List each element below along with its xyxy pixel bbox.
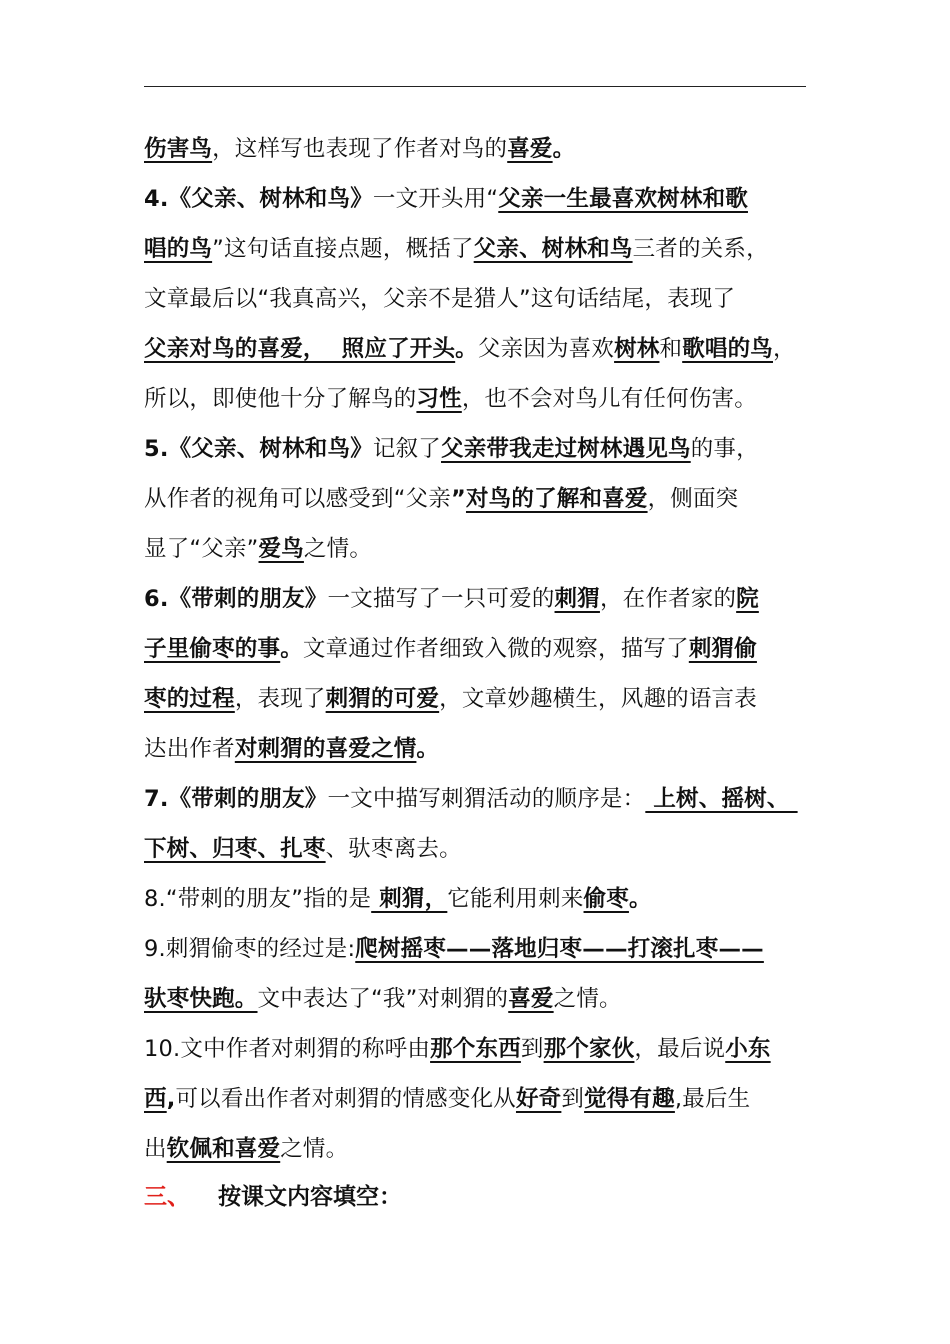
- answer-blank: 钦佩和喜爱: [166, 1136, 281, 1162]
- text-line: [144, 474, 834, 524]
- answer-blank: 对刺猬的喜爱之情: [234, 736, 417, 762]
- text-line: [144, 774, 834, 824]
- answer-blank: 喜爱: [508, 986, 554, 1012]
- text-line: [144, 924, 834, 974]
- answer-blank: 父亲、树林和鸟: [473, 236, 633, 262]
- text-segment: 文章通过作者细致入微的观察，描写了: [302, 636, 689, 662]
- text-segment: ，表现了: [234, 686, 326, 712]
- answer-blank: 小东: [725, 1036, 771, 1062]
- text-line: [144, 324, 834, 374]
- text-segment: 从作者的视角可以感受到“父亲: [144, 486, 451, 512]
- text-line: [144, 574, 834, 624]
- text-line: [144, 174, 834, 224]
- answer-blank: 驮枣快跑。: [144, 986, 258, 1012]
- text-line: [144, 424, 834, 474]
- text-segment: 7.《带刺的朋友》: [144, 786, 328, 812]
- text-segment: ，侧面突: [647, 486, 739, 512]
- answer-blank: 父亲对鸟的喜爱， 照应了开头: [144, 336, 456, 362]
- answer-blank: 那个家伙: [543, 1036, 635, 1062]
- answer-blank: 西: [144, 1086, 167, 1112]
- text-segment: 10.文中作者对刺猬的称呼由: [144, 1036, 431, 1062]
- text-segment: 一文中描写刺猬活动的顺序是：: [327, 786, 646, 812]
- answer-blank: 下树、归枣、扎枣: [144, 836, 326, 862]
- text-segment: 记叙了: [372, 436, 442, 462]
- text-segment: 父亲因为喜欢: [477, 336, 615, 362]
- text-segment: 达出作者: [144, 736, 235, 762]
- answer-blank: 上树、摇树、: [645, 786, 798, 812]
- text-segment: 之情。: [303, 536, 373, 562]
- answer-blank: 好奇: [515, 1086, 562, 1112]
- answer-blank: 伤害鸟: [144, 136, 213, 162]
- text-segment: 。: [416, 736, 440, 762]
- text-segment: 一文描写了一只可爱的: [327, 586, 555, 612]
- answer-blank: 刺猬的可爱: [325, 686, 440, 712]
- section-heading: [144, 1172, 402, 1222]
- text-line: [144, 374, 834, 424]
- text-segment: 到: [561, 1086, 585, 1112]
- text-line: [144, 974, 834, 1024]
- answer-blank: 觉得有趣: [584, 1086, 675, 1112]
- text-segment: 。: [280, 636, 303, 662]
- text-segment: 显了“父亲”: [144, 536, 259, 562]
- text-segment: ”这句话直接点题，概括了: [212, 236, 474, 262]
- text-segment: ，: [773, 336, 796, 362]
- text-line: [144, 824, 834, 874]
- text-line: [144, 1024, 834, 1074]
- text-segment: ,最后生: [674, 1086, 751, 1112]
- text-segment: 所以，即使他十分了解鸟的: [144, 386, 417, 412]
- answer-blank: 刺猬偷: [688, 636, 757, 662]
- answer-blank: 对鸟的了解和喜爱: [465, 486, 648, 512]
- text-segment: 之情。: [280, 1136, 349, 1162]
- answer-blank: 唱的鸟: [144, 236, 213, 262]
- text-segment: ，在作者家的: [599, 586, 737, 612]
- answer-blank: 习性: [416, 386, 462, 412]
- text-segment: ，也不会对鸟儿有任何伤害。: [461, 386, 757, 412]
- text-segment: 文章最后以“我真高兴，父亲不是猎人”这句话结尾，表现了: [144, 286, 736, 312]
- section-heading-text: 按课文内容填空：: [218, 1184, 402, 1210]
- text-segment: ，文章妙趣横生，风趣的语言表: [439, 686, 757, 712]
- answer-blank: 院: [736, 586, 759, 612]
- text-line: [144, 224, 834, 274]
- answer-blank: 那个东西: [430, 1036, 521, 1062]
- text-line: [144, 674, 834, 724]
- text-segment: 出: [144, 1136, 167, 1162]
- document-body: [144, 124, 834, 1174]
- section-heading-number: 三、: [144, 1184, 190, 1210]
- top-divider: [144, 86, 806, 87]
- text-segment: 它能利用刺来: [447, 886, 584, 912]
- text-segment: 5.《父亲、树林和鸟》: [144, 436, 373, 462]
- text-line: [144, 724, 834, 774]
- text-segment: 可以看出作者对刺猬的情感变化从: [175, 1086, 516, 1112]
- text-segment: 4.《父亲、树林和鸟》: [144, 186, 373, 212]
- text-segment: 。: [552, 136, 576, 162]
- text-segment: 和: [659, 336, 683, 362]
- text-segment: 。: [455, 336, 478, 362]
- text-segment: 到: [520, 1036, 544, 1062]
- answer-blank: 偷枣: [583, 886, 629, 912]
- answer-blank: 树林: [614, 336, 660, 362]
- answer-blank: 爱鸟: [258, 536, 304, 562]
- text-segment: ”: [450, 486, 466, 512]
- answer-blank: 刺猬，: [371, 886, 448, 912]
- text-segment: 8.“带刺的朋友”指的是: [144, 886, 372, 912]
- text-line: [144, 1074, 834, 1124]
- answer-blank: 刺猬: [554, 586, 600, 612]
- answer-blank: 父亲一生最喜欢树林和歌: [498, 186, 748, 212]
- text-segment: ，最后说: [634, 1036, 726, 1062]
- text-segment: 三者的关系，: [632, 236, 769, 262]
- text-line: [144, 1124, 834, 1174]
- text-segment: 、驮枣离去。: [325, 836, 462, 862]
- answer-blank: 歌唱的鸟: [682, 336, 773, 362]
- text-segment: ,: [166, 1086, 176, 1112]
- text-segment: ，这样写也表现了作者对鸟的: [212, 136, 508, 162]
- text-segment: 。: [628, 886, 652, 912]
- answer-blank: 爬树摇枣——落地归枣——打滚扎枣——: [355, 936, 764, 962]
- text-segment: 之情。: [553, 986, 622, 1012]
- answer-blank: 枣的过程: [144, 686, 235, 712]
- text-segment: 一文开头用“: [372, 186, 499, 212]
- text-line: [144, 624, 834, 674]
- answer-blank: 喜爱: [507, 136, 553, 162]
- text-segment: 9.刺猬偷枣的经过是:: [144, 936, 356, 962]
- text-line: [144, 874, 834, 924]
- text-line: [144, 124, 834, 174]
- text-line: [144, 524, 834, 574]
- text-segment: 6.《带刺的朋友》: [144, 586, 328, 612]
- text-segment: 文中表达了“我”对刺猬的: [257, 986, 509, 1012]
- text-segment: 的事，: [690, 436, 759, 462]
- answer-blank: 父亲带我走过树林遇见鸟: [441, 436, 691, 462]
- answer-blank: 子里偷枣的事: [144, 636, 281, 662]
- text-line: [144, 274, 834, 324]
